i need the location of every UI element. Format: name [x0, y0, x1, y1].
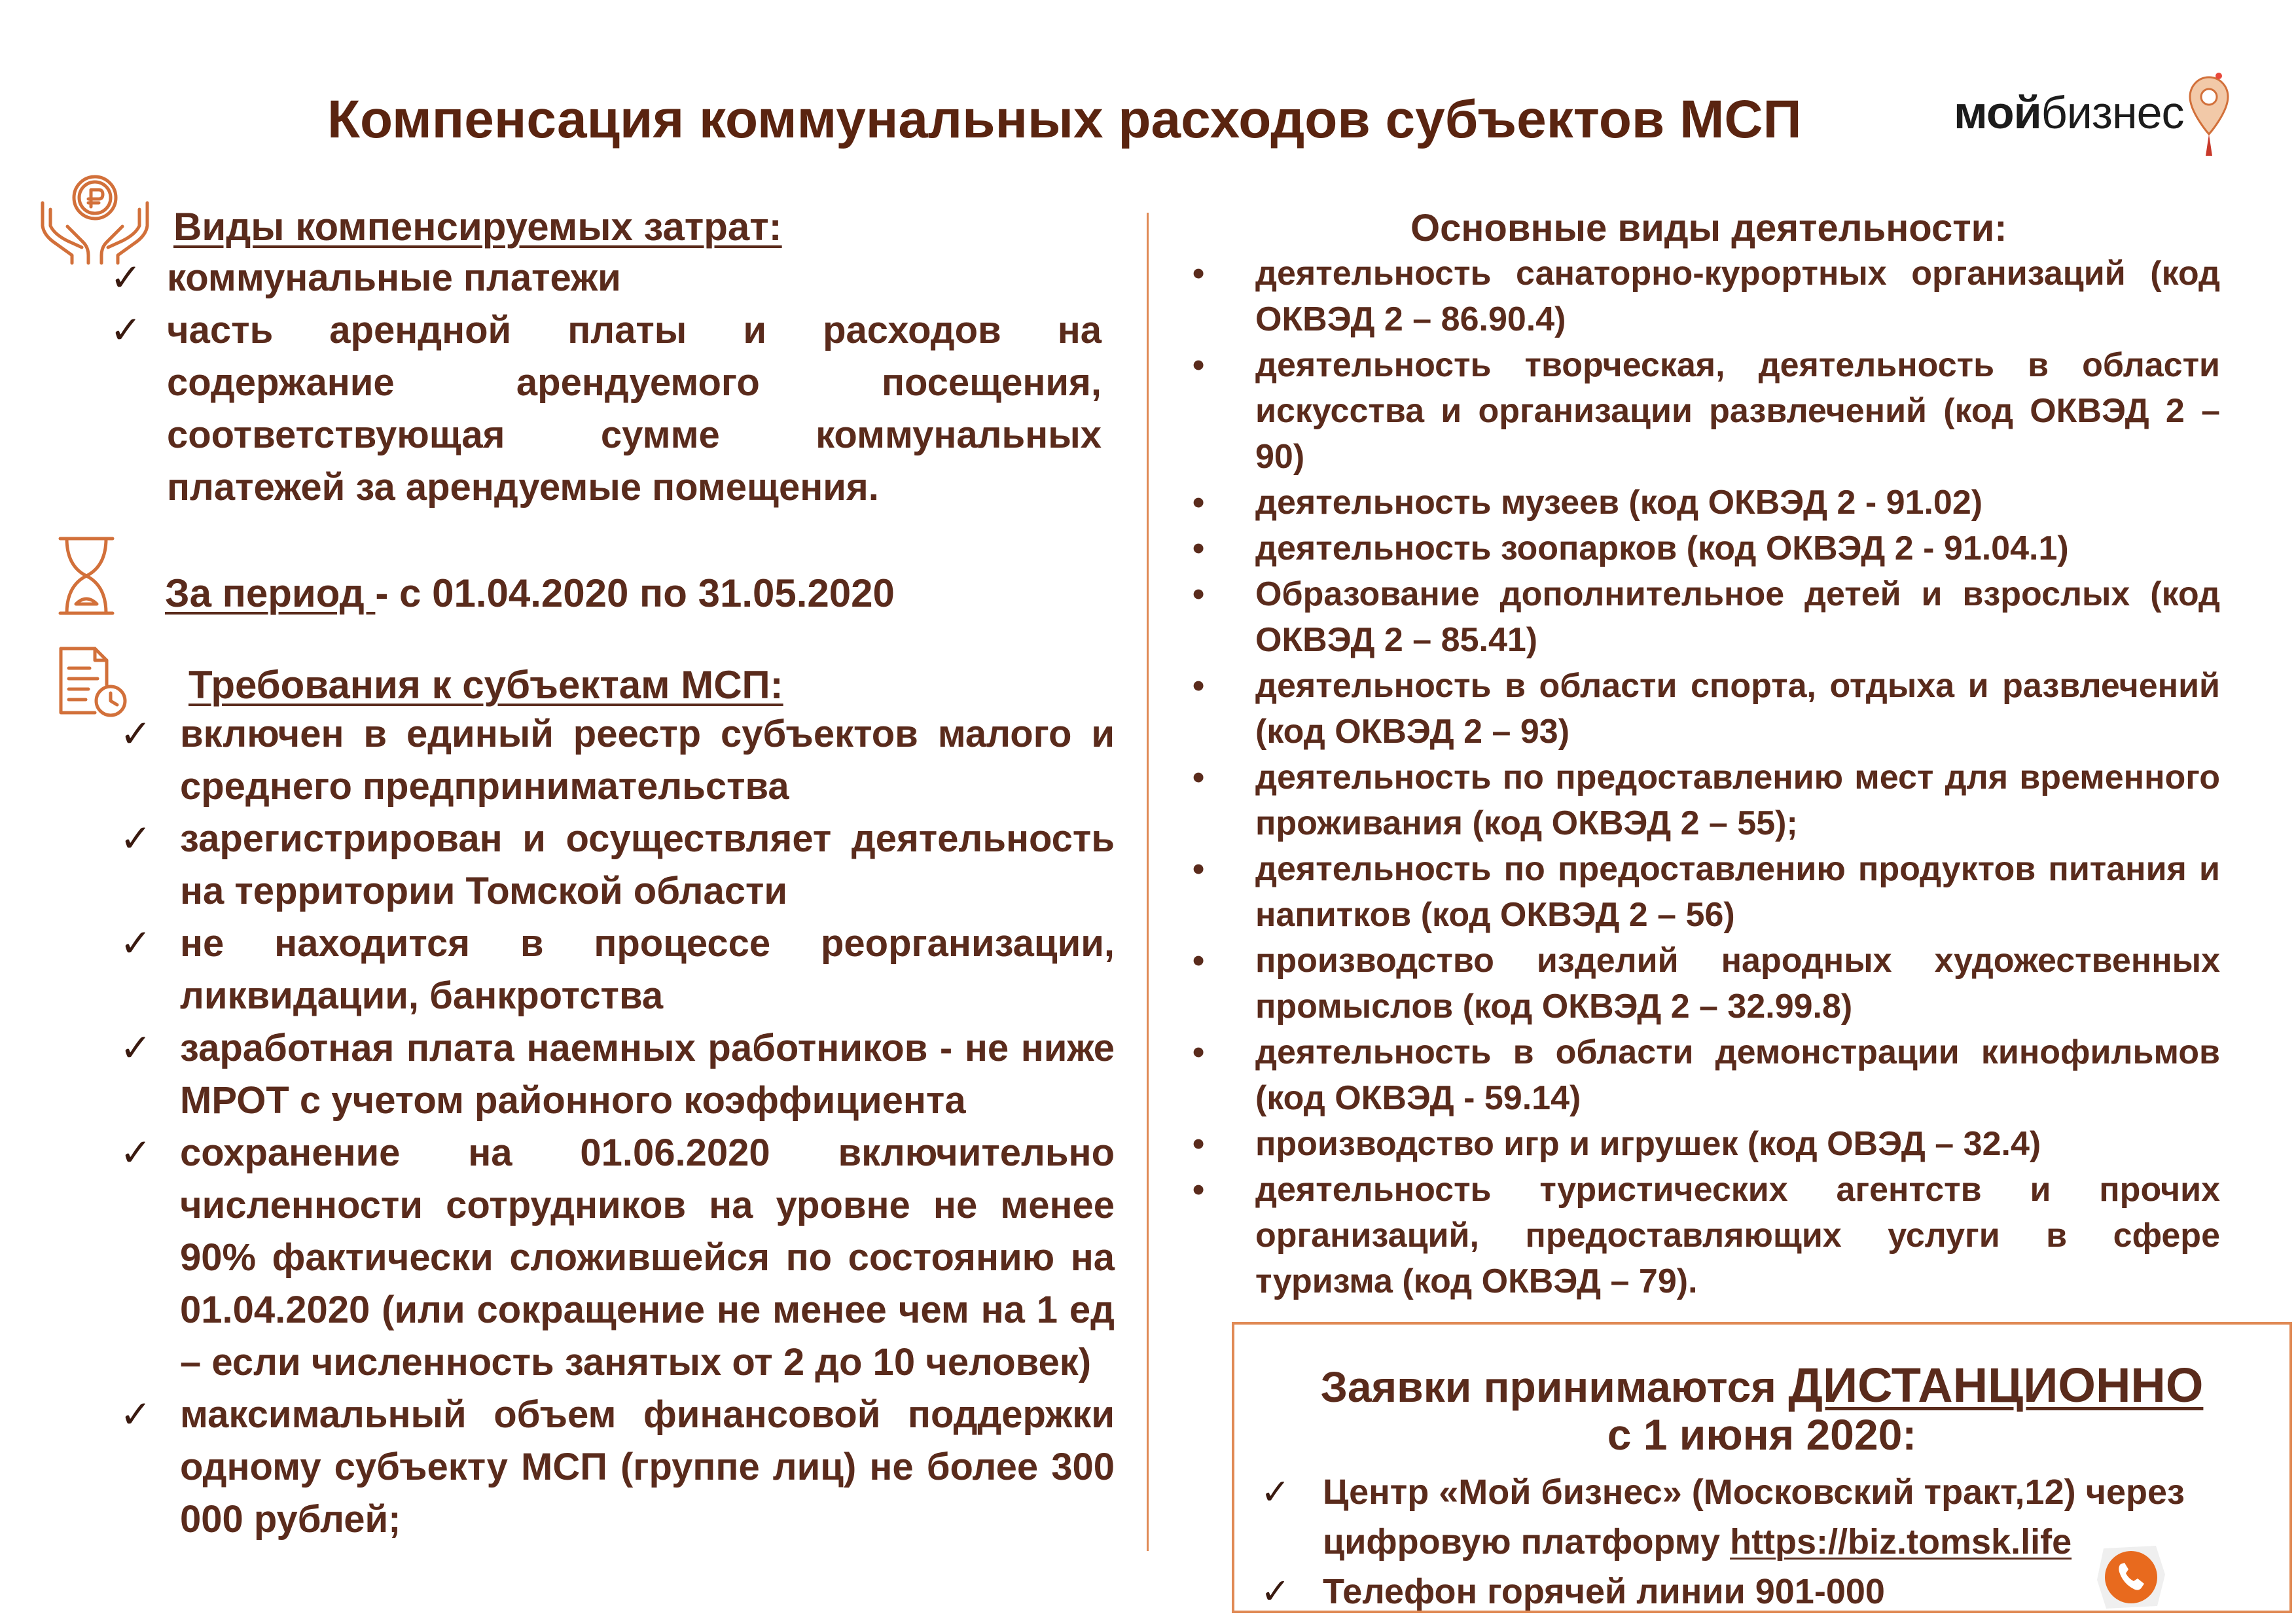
requirements-heading: Требования к субъектам МСП: [188, 663, 783, 707]
list-item: • деятельность музеев (код ОКВЭД 2 - 91.02) [1193, 480, 2220, 526]
check-icon: ✓ [1261, 1572, 1291, 1611]
bullet-icon: • [1193, 758, 1205, 796]
list-item: • деятельность в области спорта, отдыха и развлечений (код ОКВЭД 2 – 93) [1193, 663, 2220, 755]
page-title: Компенсация коммунальных расходов субъектов МСП [327, 90, 1802, 149]
check-icon: ✓ [120, 1027, 152, 1069]
period-value: - с 01.04.2020 по 31.05.2020 [375, 571, 895, 615]
list-item: ✓ зарегистрирован и осуществляет деятельность на территории Томской области [120, 813, 1115, 918]
list-item: ✓ часть арендной платы и расходов на содержание арендуемого посещения, соответствующая сумме коммунальных платежей за арендуемые помещения. [110, 304, 1102, 514]
check-icon: ✓ [110, 309, 142, 351]
costs-list [110, 252, 1102, 514]
list-item: ✓ заработная плата наемных работников - не ниже МРОТ с учетом районного коэффициента [120, 1022, 1115, 1127]
list-item: • производство игр и игрушек (код ОВЭД – 32.4) [1193, 1121, 2220, 1167]
bullet-icon: • [1193, 1125, 1205, 1163]
check-icon: ✓ [120, 713, 152, 755]
check-icon: ✓ [120, 1132, 152, 1174]
costs-heading: Виды компенсируемых затрат: [173, 205, 782, 249]
bullet-icon: • [1193, 1171, 1205, 1209]
bullet-icon: • [1193, 575, 1205, 613]
box-line1: Заявки принимаются ДИСТАНЦИОННО [1320, 1358, 2204, 1412]
check-icon: ✓ [120, 1393, 152, 1436]
box-line2: с 1 июня 2020: [1607, 1410, 1917, 1459]
list-item: ✓ коммунальные платежи [110, 252, 1102, 304]
map-pin-icon [2186, 72, 2232, 164]
bullet-icon: • [1193, 346, 1205, 384]
check-icon: ✓ [120, 817, 152, 860]
check-icon: ✓ [120, 922, 152, 965]
list-item: • деятельность туристических агентств и прочих организаций, предоставляющих услуги в сфере туризма (код ОКВЭД – 79). [1193, 1167, 2220, 1304]
requirements-list [120, 708, 1115, 1546]
period-line [165, 571, 895, 616]
application-info-box [1232, 1322, 2292, 1613]
platform-link[interactable]: https://biz.tomsk.life [1730, 1522, 2072, 1561]
column-divider [1147, 213, 1149, 1551]
logo-light: бизнес [2041, 87, 2184, 138]
list-item: • деятельность творческая, деятельность в области искусства и организации развлечений (код ОКВЭД 2 – 90) [1193, 342, 2220, 480]
list-item: • деятельность по предоставлению продуктов питания и напитков (код ОКВЭД 2 – 56) [1193, 846, 2220, 938]
remote-emphasis: ДИСТАНЦИОННО [1788, 1358, 2204, 1412]
list-item: ✓ Телефон горячей линии 901-000 [1261, 1567, 2255, 1616]
list-item: ✓ максимальный объем финансовой поддержки одному субъекту МСП (группе лиц) не более 300 000 рублей; [120, 1389, 1115, 1546]
bullet-icon: • [1193, 484, 1205, 522]
activities-list [1193, 251, 2220, 1304]
list-item: ✓ Центр «Мой бизнес» (Московский тракт,12) через цифровую платформу https://biz.tomsk.life [1261, 1467, 2255, 1567]
check-icon: ✓ [110, 257, 142, 299]
phone-icon [2092, 1541, 2170, 1613]
bullet-icon: • [1193, 1033, 1205, 1071]
list-item: ✓ не находится в процессе реорганизации, ликвидации, банкротства [120, 918, 1115, 1022]
logo-bold: мой [1954, 87, 2041, 138]
list-item: • деятельность в области демонстрации кинофильмов (код ОКВЭД - 59.14) [1193, 1029, 2220, 1121]
list-item: ✓ включен в единый реестр субъектов малого и среднего предпринимательства [120, 708, 1115, 813]
bullet-icon: • [1193, 942, 1205, 980]
bullet-icon: • [1193, 850, 1205, 888]
list-item: • деятельность зоопарков (код ОКВЭД 2 - 91.04.1) [1193, 526, 2220, 571]
bullet-icon: • [1193, 529, 1205, 567]
list-item: • Образование дополнительное детей и взрослых (код ОКВЭД 2 – 85.41) [1193, 571, 2220, 663]
bullet-icon: • [1193, 255, 1205, 293]
bullet-icon: • [1193, 667, 1205, 705]
list-item: • деятельность по предоставлению мест для временного проживания (код ОКВЭД 2 – 55); [1193, 755, 2220, 846]
hourglass-icon [54, 533, 119, 618]
list-item: • деятельность санаторно-курортных организаций (код ОКВЭД 2 – 86.90.4) [1193, 251, 2220, 342]
list-item: • производство изделий народных художественных промыслов (код ОКВЭД 2 – 32.99.8) [1193, 938, 2220, 1029]
activities-heading: Основные виды деятельности: [1410, 207, 2007, 249]
period-label: За период [165, 571, 376, 615]
list-item: ✓ сохранение на 01.06.2020 включительно численности сотрудников на уровне не менее 90% фактически сложившейся по состоянию на 01.04.2020 (или сокращение не менее чем на 1 ед – если численность занятых от 2 до 10 человек) [120, 1127, 1115, 1389]
check-icon: ✓ [1261, 1472, 1291, 1512]
